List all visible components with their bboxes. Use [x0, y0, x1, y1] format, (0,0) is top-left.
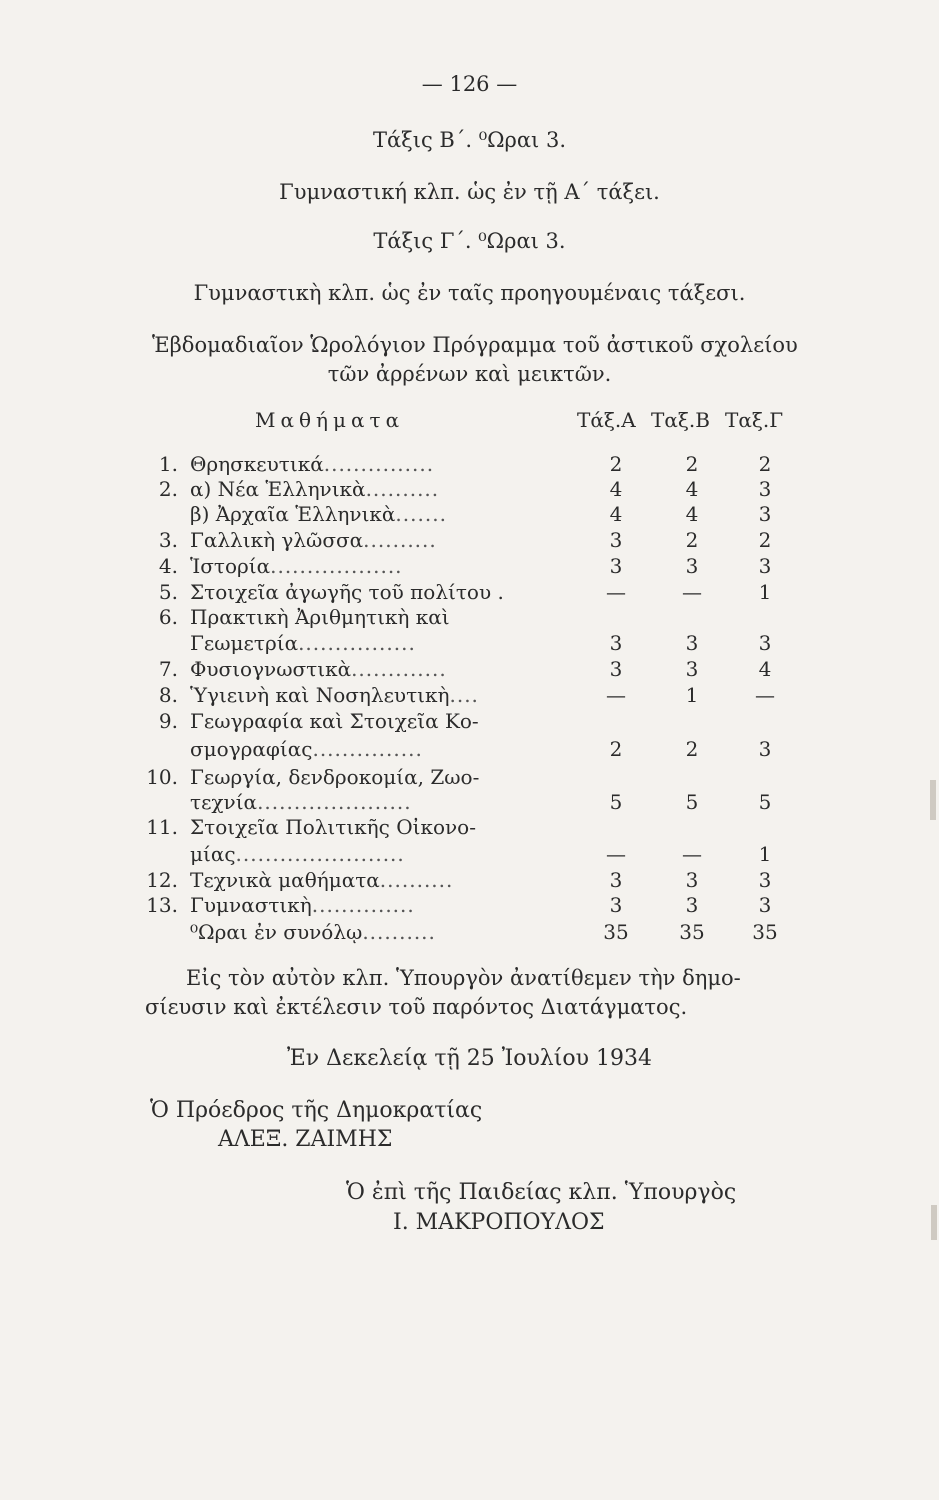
class-c-text: Γυμναστικὴ κλπ. ὡς ἐν ταῖς προηγουμέναις τάξεσι. — [193, 281, 746, 305]
table-row — [0, 737, 939, 763]
value-class-a: 2 — [609, 452, 623, 476]
subject-label: Γεωμετρία — [190, 631, 299, 655]
leader-dots: .......... — [365, 477, 440, 501]
table-row — [0, 765, 939, 791]
value-class-a: 5 — [609, 790, 623, 814]
value-class-a: — — [606, 580, 626, 604]
table-row — [0, 605, 939, 631]
row-number: 13. — [146, 893, 178, 917]
table-row — [0, 920, 939, 946]
leader-dots: .................. — [270, 554, 403, 578]
row-number: 8. — [158, 683, 178, 707]
value-class-c: 2 — [758, 528, 772, 552]
value-class-a: 3 — [609, 528, 623, 552]
value-class-c: 35 — [752, 920, 778, 944]
subject-label: Γαλλικὴ γλῶσσα — [190, 528, 364, 552]
value-class-b: 4 — [685, 502, 699, 526]
subject-label: Γεωργία, δενδροκομία, Ζωο- — [190, 765, 480, 789]
row-subject — [190, 709, 479, 733]
row-number: 7. — [158, 657, 178, 681]
subject-label: Ὑγιεινὴ καὶ Νοσηλευτικὴ — [190, 683, 450, 707]
row-subject — [190, 893, 415, 917]
row-subject — [190, 920, 436, 944]
row-number: 3. — [158, 528, 178, 552]
leader-dots: .... — [449, 683, 479, 707]
value-class-c: 2 — [758, 452, 772, 476]
page-number: — 126 — — [421, 72, 518, 96]
value-class-a: 35 — [603, 920, 629, 944]
value-class-a: 4 — [609, 502, 623, 526]
table-row — [0, 657, 939, 683]
value-class-c: 3 — [758, 893, 772, 917]
value-class-b: 3 — [685, 893, 699, 917]
subject-label: ⁰Ωραι ἐν συνόλῳ — [190, 920, 363, 944]
value-class-c: 4 — [758, 657, 772, 681]
page-edge-mark — [931, 1205, 937, 1240]
value-class-a: 3 — [609, 657, 623, 681]
leader-dots: ............... — [312, 737, 423, 761]
row-subject — [190, 683, 479, 707]
subject-label: Τεχνικὰ μαθήματα — [190, 868, 380, 892]
class-b-heading: Τάξις Β΄. ⁰Ωραι 3. — [372, 128, 566, 152]
value-class-b: 4 — [685, 477, 699, 501]
leader-dots: ....................... — [235, 842, 405, 866]
row-subject — [190, 737, 423, 761]
value-class-b: 2 — [685, 528, 699, 552]
value-class-c: 1 — [758, 842, 772, 866]
value-class-c: 3 — [758, 737, 772, 761]
value-class-b: 5 — [685, 790, 699, 814]
leader-dots: ..................... — [257, 790, 412, 814]
subject-label: Θρησκευτικά — [190, 452, 324, 476]
value-class-c: 3 — [758, 502, 772, 526]
table-row — [0, 815, 939, 841]
column-header-class-b: Ταξ.Β — [651, 408, 710, 432]
value-class-b: 2 — [685, 737, 699, 761]
subject-label: α) Νέα Ἑλληνικὰ — [190, 477, 366, 501]
row-number: 6. — [158, 605, 178, 629]
closing-line2: σίευσιν καὶ ἐκτέλεσιν τοῦ παρόντος Διατάγματος. — [145, 995, 688, 1019]
table-row — [0, 452, 939, 478]
subject-label: β) Ἀρχαῖα Ἑλληνικὰ — [190, 502, 396, 526]
value-class-b: 1 — [685, 683, 699, 707]
subject-label: Στοιχεῖα ἀγωγῆς τοῦ πολίτου . — [190, 580, 504, 604]
subject-label: Ἱστορία — [190, 554, 271, 578]
value-class-b: 3 — [685, 657, 699, 681]
row-number: 11. — [146, 815, 178, 839]
leader-dots: .............. — [311, 893, 415, 917]
row-number: 12. — [146, 868, 178, 892]
value-class-b: 3 — [685, 868, 699, 892]
row-number: 5. — [158, 580, 178, 604]
row-number: 1. — [158, 452, 178, 476]
row-subject — [190, 657, 447, 681]
table-row — [0, 842, 939, 868]
column-header-class-a: Τάξ.Α — [577, 408, 636, 432]
row-subject — [190, 605, 450, 629]
leader-dots: .......... — [362, 920, 436, 944]
subject-label: τεχνία — [190, 790, 258, 814]
program-title-line2: τῶν ἀρρένων καὶ μεικτῶν. — [327, 362, 612, 386]
subject-label: μίας — [190, 842, 236, 866]
page-edge-mark — [930, 780, 936, 820]
leader-dots: .......... — [379, 868, 454, 892]
leader-dots: ............... — [323, 452, 435, 476]
row-number: 4. — [158, 554, 178, 578]
class-b-text: Γυμναστική κλπ. ὡς ἐν τῇ Α΄ τάξει. — [279, 180, 660, 204]
value-class-c: — — [755, 683, 775, 707]
value-class-b: 3 — [685, 631, 699, 655]
value-class-a: 4 — [609, 477, 623, 501]
row-number: 9. — [158, 709, 178, 733]
table-row — [0, 580, 939, 606]
program-title-line1: Ἑβδομαδιαῖον Ὡρολόγιον Πρόγραμμα τοῦ ἀστικοῦ σχολείου — [152, 333, 798, 357]
value-class-a: 2 — [609, 737, 623, 761]
table-row — [0, 709, 939, 735]
value-class-c: 3 — [758, 868, 772, 892]
value-class-b: — — [682, 842, 702, 866]
leader-dots: ................ — [298, 631, 416, 655]
row-subject — [190, 815, 476, 839]
row-subject — [190, 765, 479, 789]
value-class-a: 3 — [609, 554, 623, 578]
value-class-c: 3 — [758, 554, 772, 578]
closing-line1: Εἰς τὸν αὐτὸν κλπ. Ὑπουργὸν ἀνατίθεμεν τὴν δημο- — [186, 966, 741, 990]
value-class-a: 3 — [609, 868, 623, 892]
leader-dots: .......... — [363, 528, 437, 552]
column-header-class-c: Ταξ.Γ — [725, 408, 784, 432]
table-row — [0, 790, 939, 816]
value-class-b: 2 — [685, 452, 699, 476]
column-header-subjects: Μαθήματα — [255, 408, 405, 432]
subject-label: Γυμναστικὴ — [190, 893, 312, 917]
value-class-c: 3 — [758, 631, 772, 655]
table-row — [0, 631, 939, 657]
class-c-heading: Τάξις Γ΄. ⁰Ωραι 3. — [373, 229, 566, 253]
leader-dots: ....... — [395, 502, 447, 526]
table-row — [0, 893, 939, 919]
subject-label: Γεωγραφία καὶ Στοιχεῖα Κο- — [190, 709, 479, 733]
row-number: 2. — [158, 477, 178, 501]
leader-dots: ............. — [351, 657, 447, 681]
row-subject — [190, 790, 412, 814]
value-class-b: 3 — [685, 554, 699, 578]
date-line: Ἐν Δεκελείᾳ τῇ 25 Ἰουλίου 1934 — [287, 1046, 652, 1071]
table-row — [0, 502, 939, 528]
value-class-a: 3 — [609, 631, 623, 655]
value-class-c: 1 — [758, 580, 772, 604]
value-class-c: 5 — [758, 790, 772, 814]
table-row — [0, 554, 939, 580]
subject-label: Φυσιογνωστικὰ — [190, 657, 352, 681]
subject-label: Στοιχεῖα Πολιτικῆς Οἰκονο- — [190, 815, 476, 839]
subject-label: Πρακτικὴ Ἀριθμητικὴ καὶ — [190, 605, 450, 629]
table-row — [0, 868, 939, 894]
table-row — [0, 477, 939, 503]
row-subject — [190, 580, 504, 604]
row-subject — [190, 502, 447, 526]
value-class-a: — — [606, 842, 626, 866]
table-row — [0, 683, 939, 709]
row-subject — [190, 528, 437, 552]
value-class-b: 35 — [679, 920, 705, 944]
table-row — [0, 528, 939, 554]
president-name: ΑΛΕΞ. ΖΑΙΜΗΣ — [218, 1127, 393, 1152]
row-subject — [190, 554, 403, 578]
row-subject — [190, 868, 453, 892]
minister-name: Ι. ΜΑΚΡΟΠΟΥΛΟΣ — [393, 1210, 605, 1235]
row-subject — [190, 477, 439, 501]
value-class-b: — — [682, 580, 702, 604]
row-subject — [190, 631, 416, 655]
value-class-a: — — [606, 683, 626, 707]
row-number: 10. — [146, 765, 178, 789]
row-subject — [190, 452, 434, 476]
value-class-a: 3 — [609, 893, 623, 917]
president-title: Ὁ Πρόεδρος τῆς Δημοκρατίας — [150, 1098, 483, 1123]
value-class-c: 3 — [758, 477, 772, 501]
subject-label: σμογραφίας — [190, 737, 313, 761]
minister-title: Ὁ ἐπὶ τῆς Παιδείας κλπ. Ὑπουργὸς — [346, 1180, 737, 1205]
row-subject — [190, 842, 405, 866]
